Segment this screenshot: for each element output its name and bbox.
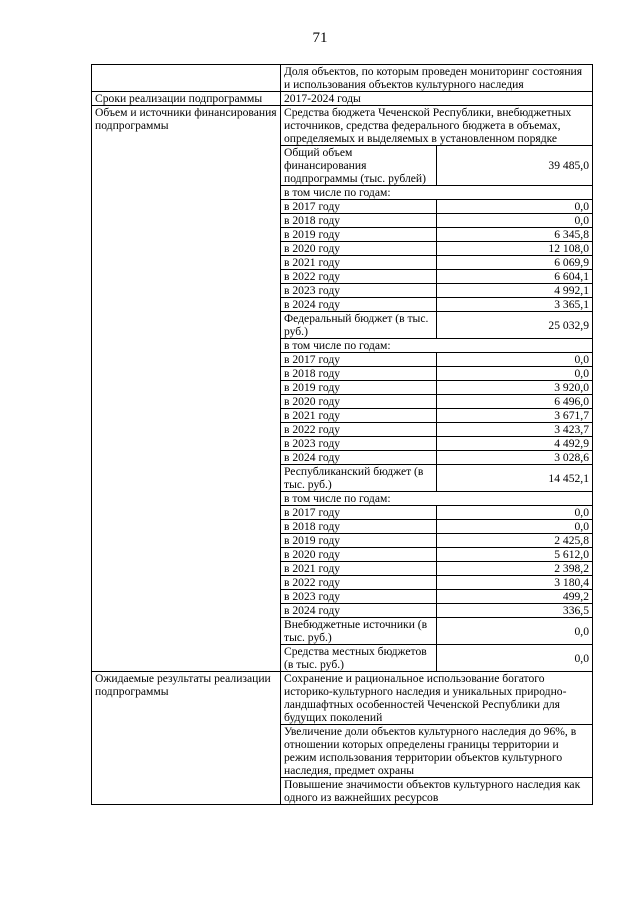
year-value: 0,0: [437, 353, 593, 367]
result-item: Сохранение и рациональное использование богатого историко-культурного наследия и уникальных природно-ландшафтных особенностей Чеченской Республики для будущих поколений: [281, 672, 592, 725]
funding-row: [281, 284, 592, 298]
funding-row: [281, 520, 592, 534]
table-row: [92, 92, 593, 106]
funding-row: [281, 298, 592, 312]
year-label: в 2018 году: [281, 520, 437, 534]
funding-row: [281, 465, 592, 492]
funding-row: [281, 353, 592, 367]
federal-label: Федеральный бюджет (в тыс. руб.): [281, 312, 437, 339]
funding-label: Объем и источники финансирования подпрограммы: [92, 106, 281, 672]
year-value: 3 180,4: [437, 576, 593, 590]
year-label: в 2019 году: [281, 381, 437, 395]
funding-row: [281, 423, 592, 437]
empty-label-cell: [92, 65, 281, 92]
funding-intro: Средства бюджета Чеченской Республики, внебюджетных источников, средства федерального бюджета в объемах, определяемых и выделяемых в установленном порядке: [281, 106, 592, 146]
year-label: в 2017 году: [281, 353, 437, 367]
year-label: в 2017 году: [281, 506, 437, 520]
year-label: в 2023 году: [281, 284, 437, 298]
year-value: 3 423,7: [437, 423, 593, 437]
funding-cell: [281, 106, 593, 672]
funding-row: [281, 506, 592, 520]
year-label: в 2017 году: [281, 200, 437, 214]
result-item: Увеличение доли объектов культурного наследия до 96%, в отношении которых определены границы территории и режим использования территории объектов культурного наследия, предмет охраны: [281, 725, 592, 778]
year-label: в 2020 году: [281, 548, 437, 562]
table-row: [92, 106, 593, 672]
year-label: в 2022 году: [281, 576, 437, 590]
funding-row: [281, 256, 592, 270]
year-value: 0,0: [437, 367, 593, 381]
total-label: Общий объем финансирования подпрограммы (тыс. рублей): [281, 146, 437, 186]
republic-label: Республиканский бюджет (в тыс. руб.): [281, 465, 437, 492]
funding-row: [281, 576, 592, 590]
funding-row: [281, 604, 592, 618]
funding-row: [281, 146, 592, 186]
extrabudget-value: 0,0: [437, 618, 593, 645]
year-label: в 2020 году: [281, 242, 437, 256]
funding-row: [281, 242, 592, 256]
funding-row: [281, 534, 592, 548]
year-value: 2 425,8: [437, 534, 593, 548]
year-value: 0,0: [437, 520, 593, 534]
year-value: 5 612,0: [437, 548, 593, 562]
year-value: 6 345,8: [437, 228, 593, 242]
year-value: 336,5: [437, 604, 593, 618]
year-value: 6 604,1: [437, 270, 593, 284]
terms-label: Сроки реализации подпрограммы: [92, 92, 281, 106]
republic-value: 14 452,1: [437, 465, 593, 492]
passport-table: [91, 64, 593, 805]
year-value: 3 028,6: [437, 451, 593, 465]
year-value: 0,0: [437, 214, 593, 228]
funding-table: [281, 106, 592, 671]
year-label: в 2024 году: [281, 451, 437, 465]
year-label: в 2019 году: [281, 228, 437, 242]
year-label: в 2022 году: [281, 423, 437, 437]
year-value: 3 671,7: [437, 409, 593, 423]
results-label: Ожидаемые результаты реализации подпрограммы: [92, 672, 281, 805]
funding-row: [281, 451, 592, 465]
by-years-label: в том числе по годам:: [281, 492, 592, 506]
funding-row: [281, 590, 592, 604]
terms-value: 2017-2024 годы: [281, 92, 593, 106]
year-value: 12 108,0: [437, 242, 593, 256]
year-label: в 2021 году: [281, 409, 437, 423]
page-number: 71: [312, 30, 328, 46]
funding-row: [281, 395, 592, 409]
total-value: 39 485,0: [437, 146, 593, 186]
funding-row: [281, 562, 592, 576]
year-label: в 2021 году: [281, 256, 437, 270]
year-value: 6 069,9: [437, 256, 593, 270]
year-label: в 2022 году: [281, 270, 437, 284]
year-value: 4 992,1: [437, 284, 593, 298]
funding-row: [281, 618, 592, 645]
indicator-cell: Доля объектов, по которым проведен мониторинг состояния и использования объектов культурного наследия: [281, 65, 593, 92]
results-cell: [281, 672, 593, 805]
year-label: в 2023 году: [281, 590, 437, 604]
local-label: Средства местных бюджетов (в тыс. руб.): [284, 645, 427, 671]
table-row: [92, 65, 593, 92]
funding-row: [281, 270, 592, 284]
local-value: 0,0: [437, 645, 593, 672]
federal-value: 25 032,9: [437, 312, 593, 339]
funding-row: [281, 186, 592, 200]
year-value: 3 365,1: [437, 298, 593, 312]
results-table: [281, 672, 592, 804]
funding-row: [281, 381, 592, 395]
funding-row: [281, 214, 592, 228]
funding-row: [281, 409, 592, 423]
funding-row: [281, 367, 592, 381]
year-value: 6 496,0: [437, 395, 593, 409]
year-value: 499,2: [437, 590, 593, 604]
funding-row: [281, 312, 592, 339]
funding-row: [281, 548, 592, 562]
year-value: 0,0: [437, 200, 593, 214]
year-label: в 2018 году: [281, 367, 437, 381]
year-value: 0,0: [437, 506, 593, 520]
by-years-label: в том числе по годам:: [281, 186, 592, 200]
result-item: Повышение значимости объектов культурного наследия как одного из важнейших ресурсов: [284, 778, 581, 804]
by-years-label: в том числе по годам:: [281, 339, 592, 353]
year-label: в 2018 году: [281, 214, 437, 228]
funding-row: [281, 437, 592, 451]
year-label: в 2019 году: [281, 534, 437, 548]
year-label: в 2024 году: [281, 298, 437, 312]
funding-row: [281, 492, 592, 506]
table-row: [92, 672, 593, 805]
funding-row: [281, 228, 592, 242]
year-label: в 2020 году: [281, 395, 437, 409]
extrabudget-label: Внебюджетные источники (в тыс. руб.): [281, 618, 437, 645]
year-label: в 2021 году: [281, 562, 437, 576]
year-value: 4 492,9: [437, 437, 593, 451]
funding-row: [281, 339, 592, 353]
year-label: в 2023 году: [281, 437, 437, 451]
year-label: в 2024 году: [281, 604, 437, 618]
funding-row: [281, 200, 592, 214]
year-value: 2 398,2: [437, 562, 593, 576]
funding-row: [281, 645, 592, 672]
year-value: 3 920,0: [437, 381, 593, 395]
